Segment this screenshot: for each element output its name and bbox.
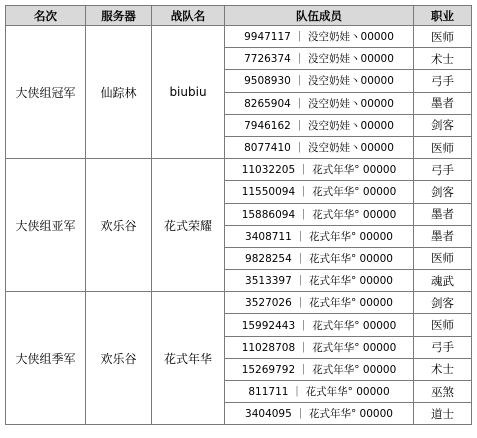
member-cell: 3513397 ｜ 花式年华° 00000	[225, 270, 414, 292]
class-cell: 医师	[414, 26, 472, 48]
team-cell: 花式年华	[152, 292, 225, 425]
member-cell: 7946162 ｜ 没空奶娃丶00000	[225, 114, 414, 136]
header-team: 战队名	[152, 6, 225, 26]
server-cell: 仙踪林	[86, 26, 152, 159]
member-cell: 7726374 ｜ 没空奶娃丶00000	[225, 48, 414, 70]
rank-cell: 大侠组亚军	[6, 159, 86, 292]
member-cell: 15886094 ｜ 花式年华° 00000	[225, 203, 414, 225]
member-cell: 9508930 ｜ 没空奶娃丶00000	[225, 70, 414, 92]
header-rank: 名次	[6, 6, 86, 26]
server-cell: 欢乐谷	[86, 159, 152, 292]
table-row	[6, 26, 472, 48]
header-row	[6, 6, 472, 26]
team-cell: 花式荣耀	[152, 159, 225, 292]
header-members: 队伍成员	[225, 6, 414, 26]
member-cell: 15992443 ｜ 花式年华° 00000	[225, 314, 414, 336]
header-server: 服务器	[86, 6, 152, 26]
class-cell: 医师	[414, 247, 472, 269]
table-row	[6, 159, 472, 181]
table-row	[6, 292, 472, 314]
class-cell: 弓手	[414, 70, 472, 92]
team-cell: biubiu	[152, 26, 225, 159]
member-cell: 15269792 ｜ 花式年华° 00000	[225, 358, 414, 380]
header-class: 职业	[414, 6, 472, 26]
class-cell: 墨者	[414, 225, 472, 247]
rank-cell: 大侠组冠军	[6, 26, 86, 159]
member-cell: 11032205 ｜ 花式年华° 00000	[225, 159, 414, 181]
class-cell: 术士	[414, 358, 472, 380]
class-cell: 墨者	[414, 92, 472, 114]
class-cell: 剑客	[414, 114, 472, 136]
class-cell: 弓手	[414, 336, 472, 358]
class-cell: 弓手	[414, 159, 472, 181]
class-cell: 医师	[414, 136, 472, 158]
member-cell: 11028708 ｜ 花式年华° 00000	[225, 336, 414, 358]
rank-cell: 大侠组季军	[6, 292, 86, 425]
member-cell: 3404095 ｜ 花式年华° 00000	[225, 403, 414, 425]
class-cell: 墨者	[414, 203, 472, 225]
member-cell: 9947117 ｜ 没空奶娃丶00000	[225, 26, 414, 48]
member-cell: 811711 ｜ 花式年华° 00000	[225, 381, 414, 403]
member-cell: 11550094 ｜ 花式年华° 00000	[225, 181, 414, 203]
member-cell: 8265904 ｜ 没空奶娃丶00000	[225, 92, 414, 114]
class-cell: 道士	[414, 403, 472, 425]
ranking-table	[5, 5, 472, 425]
member-cell: 3527026 ｜ 花式年华° 00000	[225, 292, 414, 314]
class-cell: 医师	[414, 314, 472, 336]
class-cell: 剑客	[414, 181, 472, 203]
class-cell: 术士	[414, 48, 472, 70]
member-cell: 3408711 ｜ 花式年华° 00000	[225, 225, 414, 247]
member-cell: 8077410 ｜ 没空奶娃丶00000	[225, 136, 414, 158]
class-cell: 剑客	[414, 292, 472, 314]
member-cell: 9828254 ｜ 花式年华° 00000	[225, 247, 414, 269]
class-cell: 魂武	[414, 270, 472, 292]
server-cell: 欢乐谷	[86, 292, 152, 425]
class-cell: 巫煞	[414, 381, 472, 403]
